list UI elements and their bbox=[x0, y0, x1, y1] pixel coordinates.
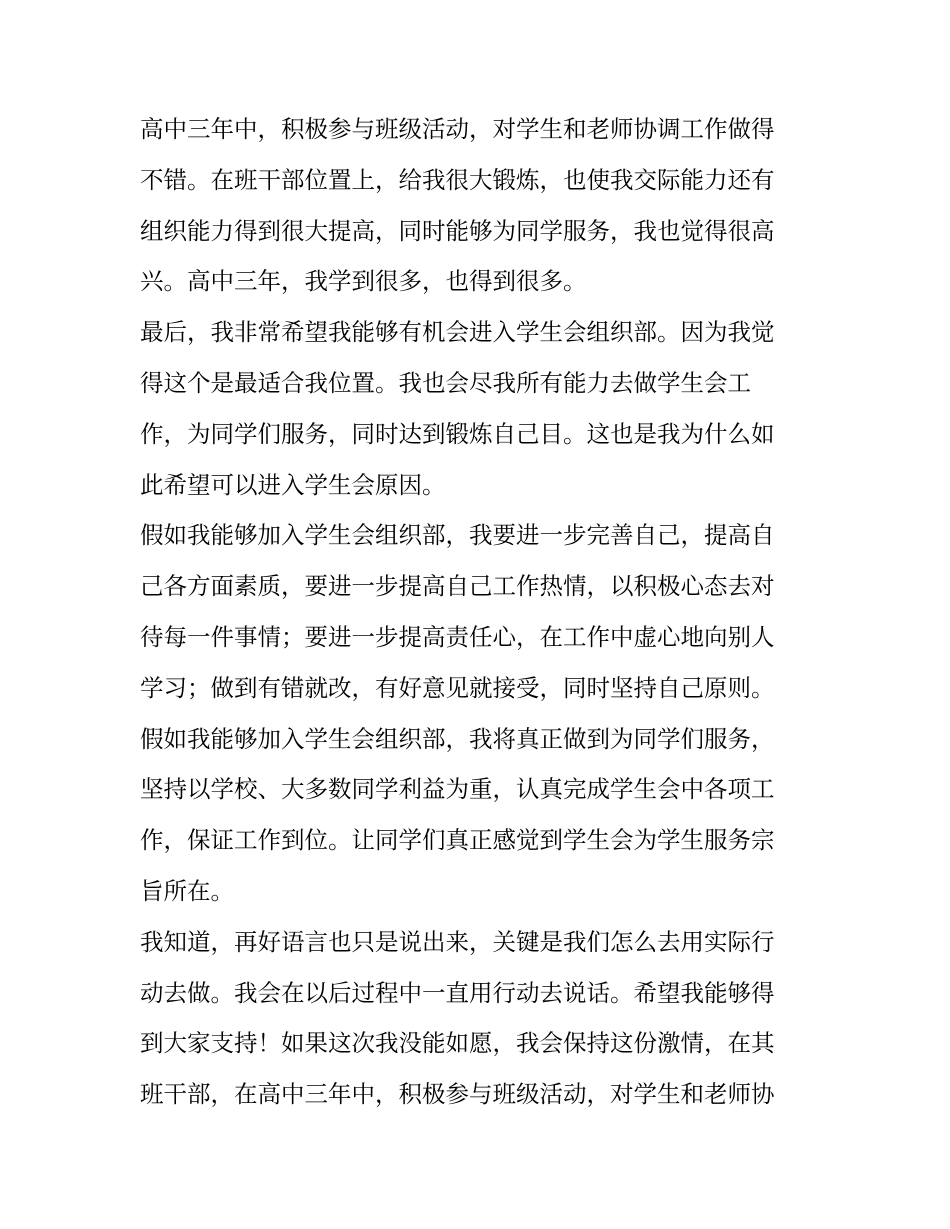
text-line: 作，为同学们服务，同时达到锻炼自己目。这也是我为什么如 bbox=[140, 419, 775, 448]
text-line: 待每一件事情；要进一步提高责任心，在工作中虚心地向别人 bbox=[140, 622, 775, 651]
text-line: 旨所在。 bbox=[140, 876, 234, 905]
text-line: 得这个是最适合我位置。我也会尽我所有能力去做学生会工 bbox=[140, 368, 751, 397]
paragraph-3 bbox=[140, 510, 820, 713]
paragraph-5 bbox=[140, 917, 820, 1120]
paragraph-2 bbox=[140, 307, 820, 510]
text-line: 作，保证工作到位。让同学们真正感觉到学生会为学生服务宗 bbox=[140, 826, 775, 855]
text-line: 兴。高中三年，我学到很多，也得到很多。 bbox=[140, 267, 587, 296]
text-line: 班干部，在高中三年中，积极参与班级活动，对学生和老师协 bbox=[140, 1080, 775, 1109]
text-line: 到大家支持！如果这次我没能如愿，我会保持这份激情，在其 bbox=[140, 1029, 775, 1058]
text-line: 不错。在班干部位置上，给我很大锻炼，也使我交际能力还有 bbox=[140, 165, 775, 194]
text-line: 假如我能够加入学生会组织部，我要进一步完善自己，提高自 bbox=[140, 521, 775, 550]
text-line: 组织能力得到很大提高，同时能够为同学服务，我也觉得很高 bbox=[140, 216, 775, 245]
paragraph-4 bbox=[140, 714, 820, 917]
text-line: 学习；做到有错就改，有好意见就接受，同时坚持自己原则。 bbox=[140, 673, 775, 702]
text-line: 己各方面素质，要进一步提高自己工作热情，以积极心态去对 bbox=[140, 572, 775, 601]
text-line: 我知道，再好语言也只是说出来，关键是我们怎么去用实际行 bbox=[140, 927, 775, 956]
text-line: 高中三年中，积极参与班级活动，对学生和老师协调工作做得 bbox=[140, 115, 775, 143]
body-text bbox=[140, 104, 820, 1120]
text-line: 此希望可以进入学生会原因。 bbox=[140, 470, 446, 499]
text-line: 动去做。我会在以后过程中一直用行动去说话。希望我能够得 bbox=[140, 978, 775, 1007]
text-line: 假如我能够加入学生会组织部，我将真正做到为同学们服务， bbox=[140, 724, 775, 753]
paragraph-1 bbox=[140, 104, 820, 307]
text-line: 坚持以学校、大多数同学利益为重，认真完成学生会中各项工 bbox=[140, 775, 775, 804]
text-line: 最后，我非常希望我能够有机会进入学生会组织部。因为我觉 bbox=[140, 318, 775, 347]
